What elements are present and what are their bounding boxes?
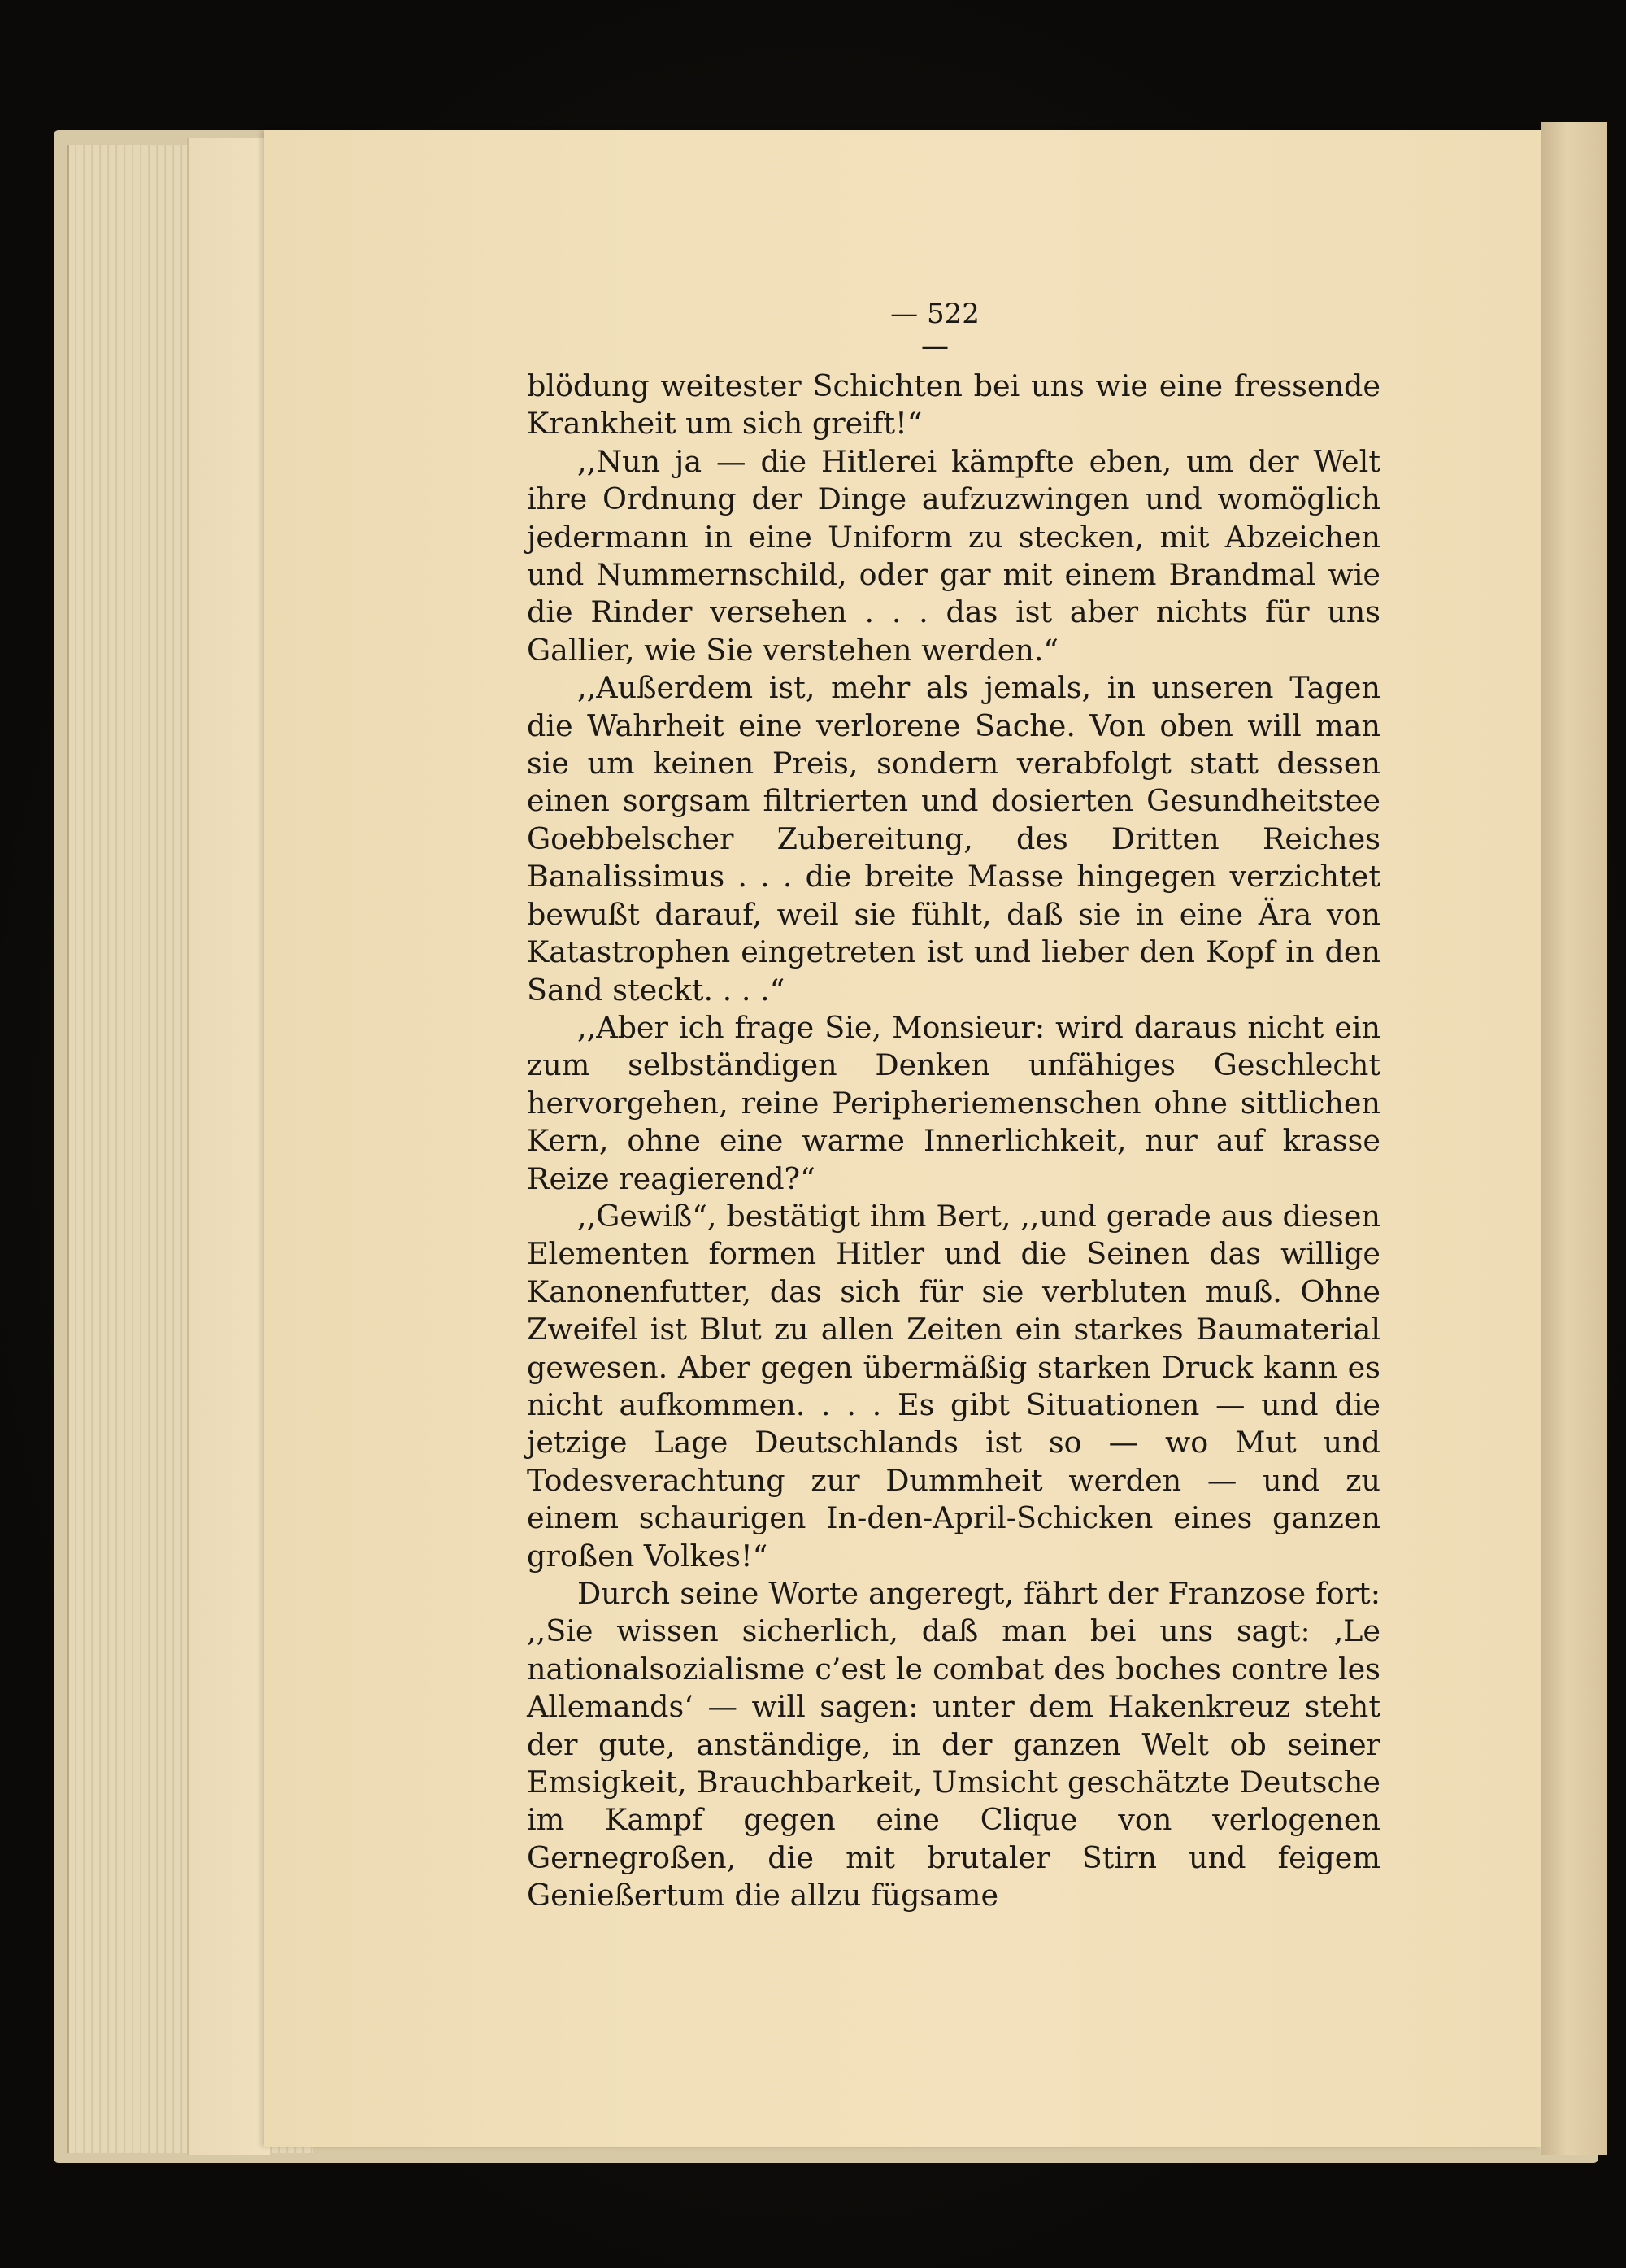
- body-text: [527, 368, 1380, 1915]
- paragraph-1: blödung weitester Schichten bei uns wie eine fressende Krankheit um sich greift!“: [527, 368, 1380, 442]
- paragraph-2: ,,Nun ja — die Hitlerei kämpfte eben, um der Welt ihre Ordnung der Dinge aufzuzwingen und womöglich jedermann in eine Uniform zu stecken, mit Abzeichen und Nummernschild, oder gar mit einem Brandmal wie die Rinder versehen . . . das ist aber nichts für uns Gallier, wie Sie verstehen werden.“: [527, 443, 1380, 668]
- paragraph-5: ,,Gewiß“, bestätigt ihm Bert, ,,und gerade aus diesen Elementen formen Hitler und die Seinen das willige Kanonenfutter, das sich für sie verbluten muß. Ohne Zweifel ist Blut zu allen Zeiten ein starkes Baumaterial gewesen. Aber gegen übermäßig starken Druck kann es nicht aufkommen. . . . Es gibt Situationen — und die jetzige Lage Deutschlands ist so — wo Mut und Todesverachtung zur Dummheit werden — und zu einem schaurigen In-den-April-Schicken eines ganzen großen Volkes!“: [527, 1198, 1380, 1574]
- paragraph-3: ,,Außerdem ist, mehr als jemals, in unseren Tagen die Wahrheit eine verlorene Sache. Von oben will man sie um keinen Preis, sondern verabfolgt statt dessen einen sorgsam filtrierten und dosierten Gesundheitstee Goebbelscher Zubereitung, des Dritten Reiches Banalissimus . . . die breite Masse hingegen verzichtet bewußt darauf, weil sie fühlt, daß sie in eine Ära von Katastrophen eingetreten ist und lieber den Kopf in den Sand steckt. . . .“: [527, 670, 1380, 1008]
- page-stack-inner: [187, 138, 270, 2155]
- page-number: — 522 —: [890, 298, 980, 363]
- paragraph-6: Durch seine Worte angeregt, fährt der Franzose fort: ,,Sie wissen sicherlich, daß man bei uns sagt: ‚Le nationalsozialisme c’est le combat des boches contre les Allemands‘ — will sagen: unter dem Hakenkreuz steht der gute, anständige, in der ganzen Welt ob seiner Emsigkeit, Brauchbarkeit, Umsicht geschätzte Deutsche im Kampf gegen eine Clique von verlogenen Gernegroßen, die mit brutaler Stirn und feigem Genießertum die allzu fügsame: [527, 1576, 1380, 1913]
- right-binding-edge: [1541, 122, 1607, 2155]
- paragraph-4: ,,Aber ich frage Sie, Monsieur: wird daraus nicht ein zum selbständigen Denken unfähiges Geschlecht hervorgehen, reine Peripheriemenschen ohne sittlichen Kern, ohne eine warme Innerlichkeit, nur auf krasse Reize reagierend?“: [527, 1009, 1380, 1196]
